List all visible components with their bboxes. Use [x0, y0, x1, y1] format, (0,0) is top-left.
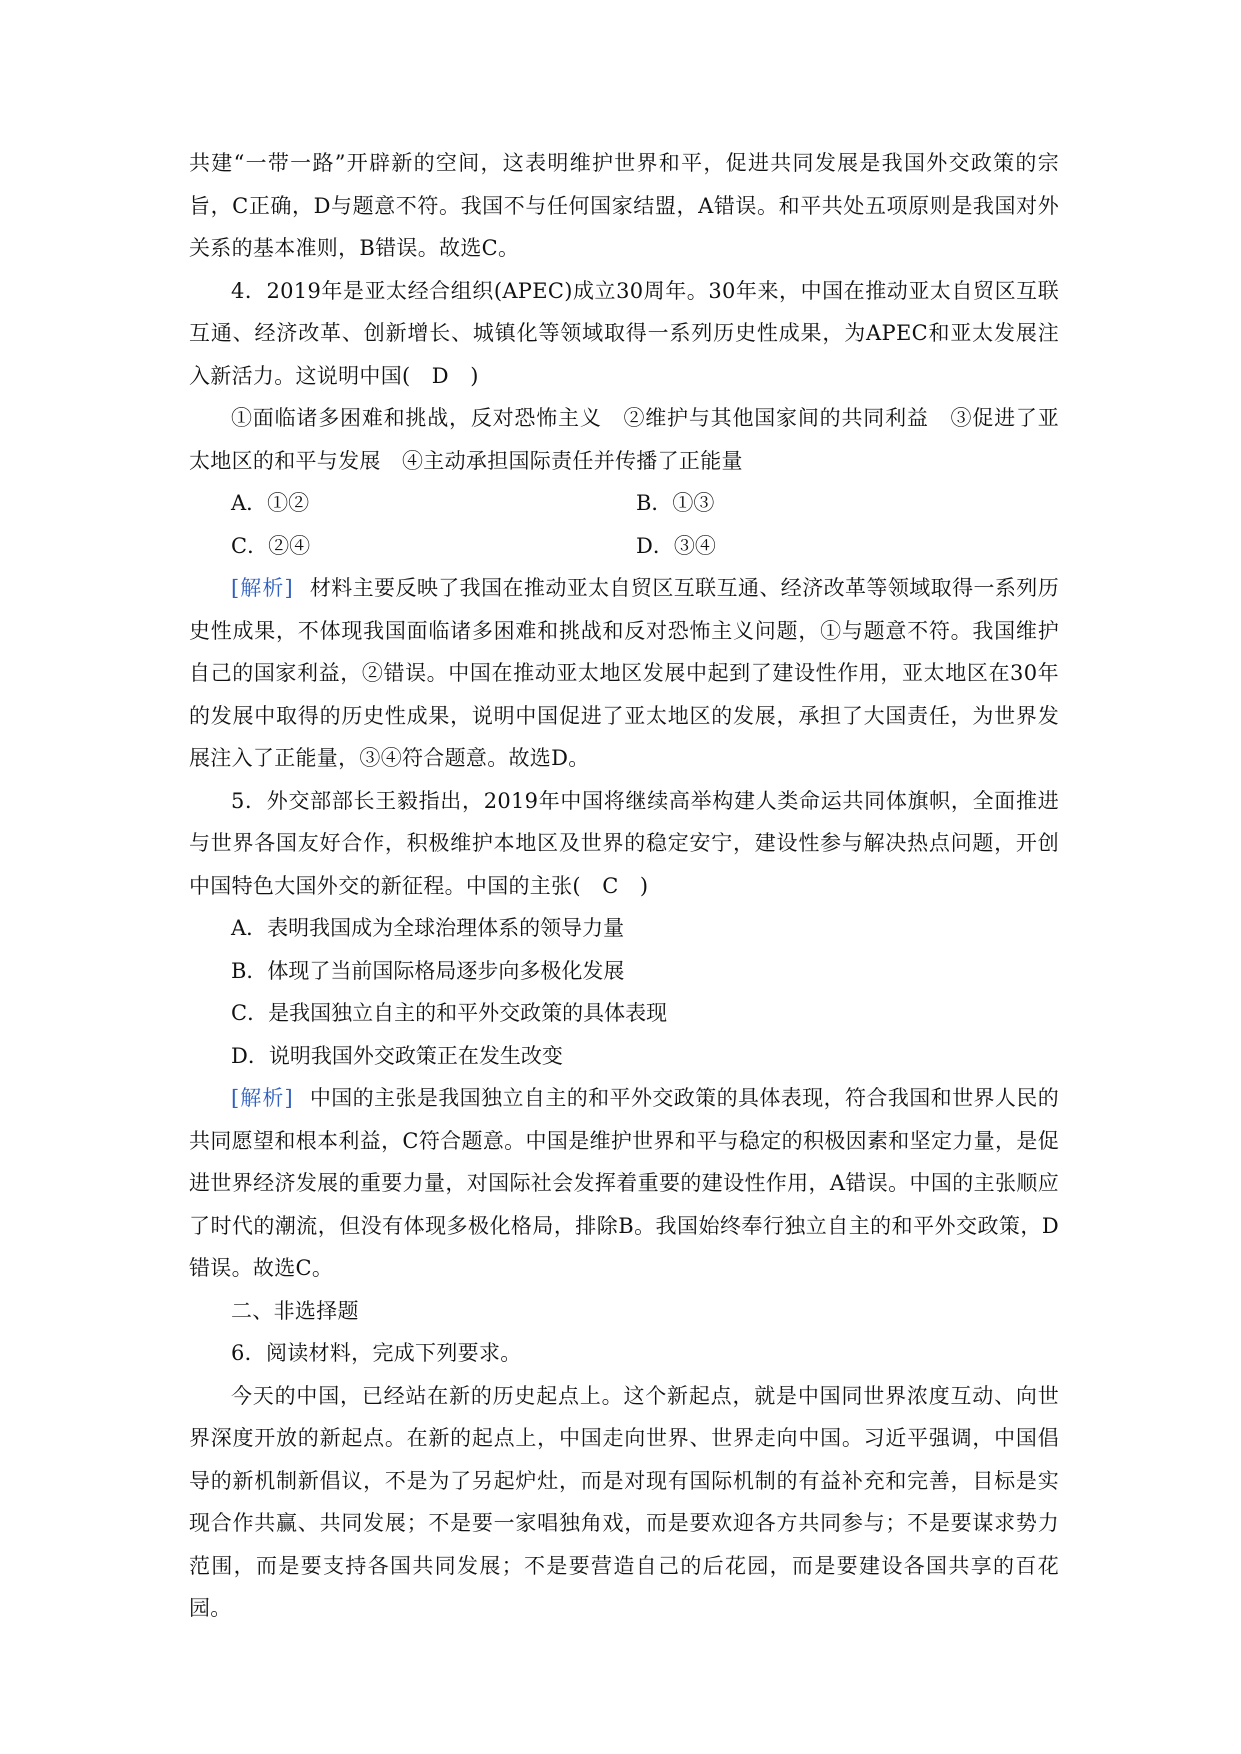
q4-options-row-2: [189, 525, 1059, 568]
q3-analysis-tail: 共建“一带一路”开辟新的空间，这表明维护世界和平，促进共同发展是我国外交政策的宗旨，C正确，D与题意不符。我国不与任何国家结盟，A错误。和平共处五项原则是我国对外关系的基本准则，B错误。故选C。: [189, 151, 1059, 260]
q5-stem: 5．外交部部长王毅指出，2019年中国将继续高举构建人类命运共同体旗帜，全面推进与世界各国友好合作，积极维护本地区及世界的稳定安宁，建设性参与解决热点问题，开创中国特色大国外交的新征程。中国的主张( C ): [189, 788, 1059, 898]
document-page: [189, 142, 1059, 1630]
q4-statements: ①面临诸多困难和挑战，反对恐怖主义 ②维护与其他国家间的共同利益 ③促进了亚太地区的和平与发展 ④主动承担国际责任并传播了正能量: [189, 406, 1059, 473]
q5-option-a: A．表明我国成为全球治理体系的领导力量: [231, 916, 625, 940]
section-heading: 二、非选择题: [231, 1298, 359, 1323]
q4-option-d: D．③④: [636, 533, 716, 558]
q4-analysis: [189, 567, 1059, 780]
q4-option-b: B．①③: [636, 491, 715, 515]
q5-analysis-tag: [解析]: [231, 1086, 294, 1110]
q5-option-c: C．是我国独立自主的和平外交政策的具体表现: [231, 1001, 668, 1025]
q5-option-d: D．说明我国外交政策正在发生改变: [231, 1043, 563, 1068]
q4-option-a: A．①②: [231, 491, 310, 515]
q5-analysis: [189, 1077, 1059, 1290]
q6-stem: 6．阅读材料，完成下列要求。: [231, 1341, 522, 1365]
q4-analysis-text: 材料主要反映了我国在推动亚太自贸区互联互通、经济改革等领域取得一系列历史性成果，不体现我国面临诸多困难和挑战和反对恐怖主义问题，①与题意不符。我国维护自己的国家利益，②错误。中国在推动亚太地区发展中起到了建设性作用，亚太地区在30年的发展中取得的历史性成果，说明中国促进了亚太地区的发展，承担了大国责任，为世界发展注入了正能量，③④符合题意。故选D。: [189, 576, 1060, 770]
q4-analysis-tag: [解析]: [231, 576, 294, 600]
q6-material: 今天的中国，已经站在新的历史起点上。这个新起点，就是中国同世界浓度互动、向世界深度开放的新起点。在新的起点上，中国走向世界、世界走向中国。习近平强调，中国倡导的新机制新倡议，不是为了另起炉灶，而是对现有国际机制的有益补充和完善，目标是实现合作共赢、共同发展；不是要一家唱独角戏，而是要欢迎各方共同参与；不是要谋求势力范围，而是要支持各国共同发展；不是要营造自己的后花园，而是要建设各国共享的百花园。: [189, 1383, 1059, 1620]
q4-stem: 4．2019年是亚太经合组织(APEC)成立30周年。30年来，中国在推动亚太自贸区互联互通、经济改革、创新增长、城镇化等领域取得一系列历史性成果，为APEC和亚太发展注入新活力。这说明中国( D ): [189, 278, 1059, 388]
q5-option-b: B．体现了当前国际格局逐步向多极化发展: [231, 958, 625, 983]
q4-options-row-1: [189, 482, 1059, 525]
q4-option-c: C．②④: [231, 533, 311, 558]
q5-analysis-text: 中国的主张是我国独立自主的和平外交政策的具体表现，符合我国和世界人民的共同愿望和根本利益，C符合题意。中国是维护世界和平与稳定的积极因素和坚定力量，是促进世界经济发展的重要力量，对国际社会发挥着重要的建设性作用，A错误。中国的主张顺应了时代的潮流，但没有体现多极化格局，排除B。我国始终奉行独立自主的和平外交政策，D错误。故选C。: [189, 1086, 1060, 1280]
